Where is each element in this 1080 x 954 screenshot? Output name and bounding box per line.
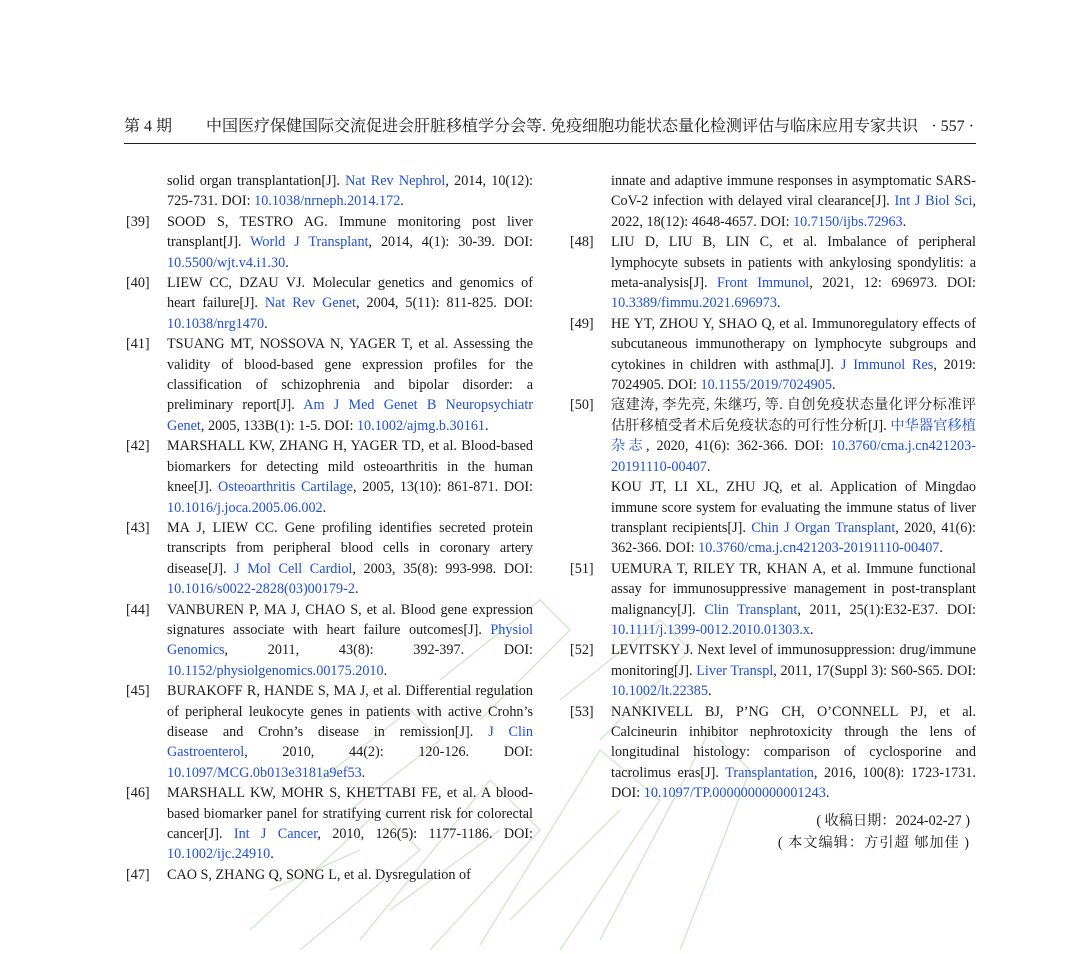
reference-text-run: .	[831, 377, 836, 394]
reference-text-run: , 2004, 5(11): 811-825. DOI:	[356, 295, 533, 312]
reference-number: [52]	[570, 642, 594, 659]
reference-link[interactable]: 10.1002/ijc.24910	[167, 846, 271, 863]
reference-text-run: MA J, LIEW CC. Gene profiling identifies secreted protein transcripts from peripheral blood cells in coronary artery disease[J].	[167, 519, 533, 577]
reference-text	[611, 559, 976, 641]
reference-text-run: UEMURA T, RILEY TR, KHAN A, et al. Immune functional assay for immunosuppressive management in post-transplant malignancy[J].	[611, 560, 976, 618]
reference-text-run: .	[485, 417, 489, 434]
reference-link[interactable]: Liver Transpl	[696, 662, 774, 679]
reference-text-run: HE YT, ZHOU Y, SHAO Q, et al. Immunoregulatory effects of subcutaneous immunotherapy on lymphocyte subgroups and cytokines in children with asthma[J].	[611, 315, 976, 373]
reference-entry	[126, 212, 533, 273]
reference-text-run: MARSHALL KW, ZHANG H, YAGER TD, et al. Blood-based biomarkers for detecting mild osteoarthritis in the human knee[J].	[167, 438, 533, 496]
reference-text	[167, 436, 533, 518]
reference-text-run: .	[270, 846, 274, 863]
reference-link[interactable]: 10.1016/s0022-2828(03)00179-2	[167, 581, 355, 598]
reference-number: [50]	[570, 397, 594, 414]
reference-entry	[570, 232, 976, 314]
reference-link[interactable]: 10.7150/ijbs.72963	[793, 213, 903, 230]
reference-text	[611, 232, 976, 314]
header-rule	[124, 143, 976, 144]
reference-link[interactable]: Transplantation	[725, 764, 814, 781]
reference-link[interactable]: J Mol Cell Cardiol	[234, 560, 353, 577]
reference-link[interactable]: Int J Biol Sci	[894, 193, 973, 210]
reference-text-run: LEVITSKY J. Next level of immunosuppression: drug/immune monitoring[J].	[611, 642, 976, 679]
reference-entry	[126, 600, 533, 682]
reference-text-run: .	[810, 621, 814, 638]
reference-text	[611, 640, 976, 701]
received-date: ( 收稿日期：2024-02-27 )	[816, 812, 970, 829]
reference-entry	[570, 702, 976, 804]
reference-link[interactable]: 10.3760/cma.j.cn421203-20191110-00407	[698, 540, 940, 557]
reference-text-run: , 2010, 44(2): 120-126. DOI:	[244, 744, 533, 761]
reference-link[interactable]: 10.1038/nrg1470	[167, 315, 265, 332]
reference-text-run: VANBUREN P, MA J, CHAO S, et al. Blood gene expression signatures associate with heart failure outcomes[J].	[167, 601, 533, 638]
reference-link[interactable]: Physiol Genomics	[167, 621, 533, 659]
reference-text-run: SOOD S, TESTRO AG. Immune monitoring post liver transplant[J].	[167, 213, 533, 251]
reference-link[interactable]: 10.1152/physiolgenomics.00175.2010	[167, 662, 384, 679]
reference-number: [44]	[126, 601, 150, 618]
reference-link[interactable]: 10.1002/lt.22385	[611, 683, 708, 700]
reference-number: [47]	[126, 866, 150, 883]
reference-text-run: .	[383, 662, 388, 679]
reference-text-run: .	[939, 540, 943, 557]
reference-text-run: KOU JT, LI XL, ZHU JQ, et al. Application of Mingdao immune score system for evaluating the immune status of liver transplant recipients[J].	[611, 479, 976, 536]
reference-link[interactable]: Front Immunol	[717, 275, 810, 292]
reference-link[interactable]: World J Transplant	[250, 234, 369, 251]
reference-text-run: MARSHALL KW, MOHR S, KHETTABI FE, et al. A blood-based biomarker panel for stratifying current risk for colorectal cancer[J].	[167, 785, 533, 842]
reference-number: [43]	[126, 519, 150, 536]
reference-link[interactable]: J Clin Gastroenterol	[167, 723, 533, 761]
reference-link[interactable]: 10.1111/j.1399-0012.2010.01303.x	[611, 621, 811, 638]
reference-text-run: .	[776, 295, 781, 312]
page-number: · 557 ·	[931, 118, 974, 135]
reference-link[interactable]: 10.1038/nrneph.2014.172	[254, 193, 401, 210]
reference-number: [40]	[126, 275, 150, 292]
issue-number: 第 4 期	[124, 118, 173, 135]
reference-text-run: 寇建涛, 李先亮, 朱继巧, 等. 自创免疫状态量化评分标准评估肝移植受者术后免疫状态的可行性分析[J].	[611, 397, 976, 434]
reference-text-run: LIU D, LIU B, LIN C, et al. Imbalance of peripheral lymphocyte subsets in patients with ankylosing spondylitis: a meta-analysis[J].	[611, 234, 976, 292]
reference-number: [45]	[126, 683, 150, 700]
reference-link[interactable]: Nat Rev Genet	[264, 295, 357, 312]
reference-text	[611, 702, 976, 804]
reference-text-run: TSUANG MT, NOSSOVA N, YAGER T, et al. Assessing the validity of blood-based gene expression profiles for the classification of schizophrenia and bipolar disorder: a preliminary report[J].	[167, 336, 533, 414]
reference-link[interactable]: Int J Cancer	[233, 826, 318, 842]
reference-text-run: , 2022, 18(12): 4648-4657. DOI:	[611, 193, 977, 230]
reference-text	[167, 518, 533, 600]
reference-text-run: .	[264, 315, 268, 332]
reference-text	[167, 681, 533, 783]
reference-entry	[126, 436, 533, 518]
references-left-column	[126, 171, 533, 885]
reference-number: [51]	[570, 560, 594, 577]
reference-text-run: , 2014, 4(1): 30-39. DOI:	[368, 234, 533, 251]
reference-text	[167, 600, 533, 682]
reference-text-run: , 2016, 100(8): 1723-1731. DOI:	[611, 764, 976, 802]
reference-text-run: .	[706, 458, 711, 475]
running-header	[124, 114, 976, 140]
reference-text	[167, 334, 533, 436]
reference-entry	[126, 865, 533, 885]
reference-link[interactable]: Clin Transplant	[704, 601, 798, 618]
reference-text	[167, 212, 533, 273]
reference-text-run: , 2010, 126(5): 1177-1186. DOI:	[317, 826, 533, 842]
reference-text	[611, 477, 976, 559]
reference-entry	[126, 171, 533, 212]
reference-number: [41]	[126, 336, 150, 353]
reference-entry	[570, 640, 976, 701]
reference-text	[611, 314, 976, 396]
reference-text-run: CAO S, ZHANG Q, SONG L, et al. Dysregulation of	[167, 866, 471, 883]
reference-entry	[570, 395, 976, 477]
reference-link[interactable]: 10.3760/cma.j.cn421203-20191110-00407	[611, 438, 976, 475]
editors-note: ( 本文编辑：方引超 郇加佳 )	[777, 834, 970, 851]
reference-text	[167, 783, 533, 865]
reference-link[interactable]: Am J Med Genet B Neuropsychiatr Genet	[167, 397, 533, 434]
reference-text-run: solid organ transplantation[J].	[167, 173, 346, 189]
reference-link[interactable]: 10.1097/MCG.0b013e3181a9ef53	[167, 764, 362, 781]
reference-number: [53]	[570, 703, 594, 720]
reference-text-run: , 2003, 35(8): 993-998. DOI:	[352, 560, 533, 577]
reference-entry	[570, 314, 976, 396]
reference-link[interactable]: J Immunol Res	[840, 356, 934, 373]
reference-link[interactable]: 10.1155/2019/7024905	[700, 377, 832, 394]
reference-text-run: , 2021, 12: 696973. DOI:	[809, 275, 976, 292]
reference-text	[167, 273, 533, 334]
reference-text-run: .	[400, 193, 404, 210]
reference-text-run: , 2020, 41(6): 362-366. DOI:	[611, 519, 976, 557]
reference-link[interactable]: 10.1097/TP.0000000000001243	[643, 785, 826, 802]
references-right-column	[570, 171, 976, 854]
reference-text-run: .	[825, 785, 830, 802]
reference-number: [48]	[570, 234, 594, 251]
reference-text-run: .	[707, 683, 712, 700]
reference-entry	[126, 681, 533, 783]
running-citation: 中国医疗保健国际交流促进会肝脏移植学分会等. 免疫细胞功能状态量化检测评估与临床应用专家共识	[206, 118, 919, 135]
reference-entry	[126, 518, 533, 600]
reference-link[interactable]: Nat Rev Nephrol	[345, 173, 446, 189]
reference-text-run: BURAKOFF R, HANDE S, MA J, et al. Differential regulation of peripheral leukocyte genes in patients with active Crohn’s disease and Crohn’s disease in remission[J].	[167, 683, 533, 740]
reference-text-run: , 2005, 133B(1): 1-5. DOI:	[200, 417, 357, 434]
reference-text-run: , 2011, 25(1):E32-E37. DOI:	[797, 601, 976, 618]
reference-text-run: , 2005, 13(10): 861-871. DOI:	[352, 479, 533, 496]
reference-number: [46]	[126, 785, 150, 802]
reference-text-run: , 2011, 43(8): 392-397. DOI:	[224, 642, 533, 659]
reference-text	[611, 395, 976, 477]
reference-link[interactable]: 10.1002/ajmg.b.30161	[356, 417, 486, 434]
reference-entry	[570, 559, 976, 641]
reference-text-run: .	[361, 764, 366, 781]
reference-text-run: .	[285, 254, 289, 271]
reference-entry	[126, 273, 533, 334]
reference-entry	[126, 783, 533, 865]
reference-text	[611, 171, 976, 232]
reference-text-run: , 2014, 10(12): 725-731. DOI:	[167, 173, 533, 210]
reference-number: [49]	[570, 315, 594, 332]
reference-entry	[126, 334, 533, 436]
reference-text-run: .	[354, 581, 359, 598]
reference-link[interactable]: 10.3389/fimmu.2021.696973	[611, 295, 777, 312]
reference-text-run: LIEW CC, DZAU VJ. Molecular genetics and genomics of heart failure[J].	[167, 275, 533, 312]
reference-text-run: NANKIVELL BJ, P’NG CH, O’CONNELL PJ, et al. Calcineurin inhibitor nephrotoxicity through the lens of longitudinal histology: comparison of cyclosporine and tacrolimus eras[J].	[611, 703, 976, 781]
reference-link[interactable]: Osteoarthritis Cartilage	[218, 479, 353, 496]
reference-text-run: .	[322, 499, 327, 516]
reference-number: [42]	[126, 438, 150, 455]
reference-entry	[570, 477, 976, 559]
reference-text-run: .	[902, 213, 907, 230]
reference-link[interactable]: 10.5500/wjt.v4.i1.30	[167, 254, 286, 271]
reference-text-run: , 2019: 7024905. DOI:	[611, 356, 977, 394]
reference-link[interactable]: 中华器官移植杂志	[611, 417, 976, 455]
reference-link[interactable]: Chin J Organ Transplant	[751, 519, 896, 536]
reference-text-run: innate and adaptive immune responses in asymptomatic SARS-CoV-2 infection with delayed viral clearance[J].	[611, 173, 976, 210]
reference-number: [39]	[126, 213, 150, 230]
reference-link[interactable]: 10.1016/j.joca.2005.06.002	[167, 499, 323, 516]
reference-entry	[570, 171, 976, 232]
reference-text	[167, 865, 533, 885]
reference-text-run: , 2020, 41(6): 362-366. DOI:	[646, 438, 831, 455]
reference-text-run: , 2011, 17(Suppl 3): S60-S65. DOI:	[773, 662, 977, 679]
reference-text	[167, 171, 533, 212]
